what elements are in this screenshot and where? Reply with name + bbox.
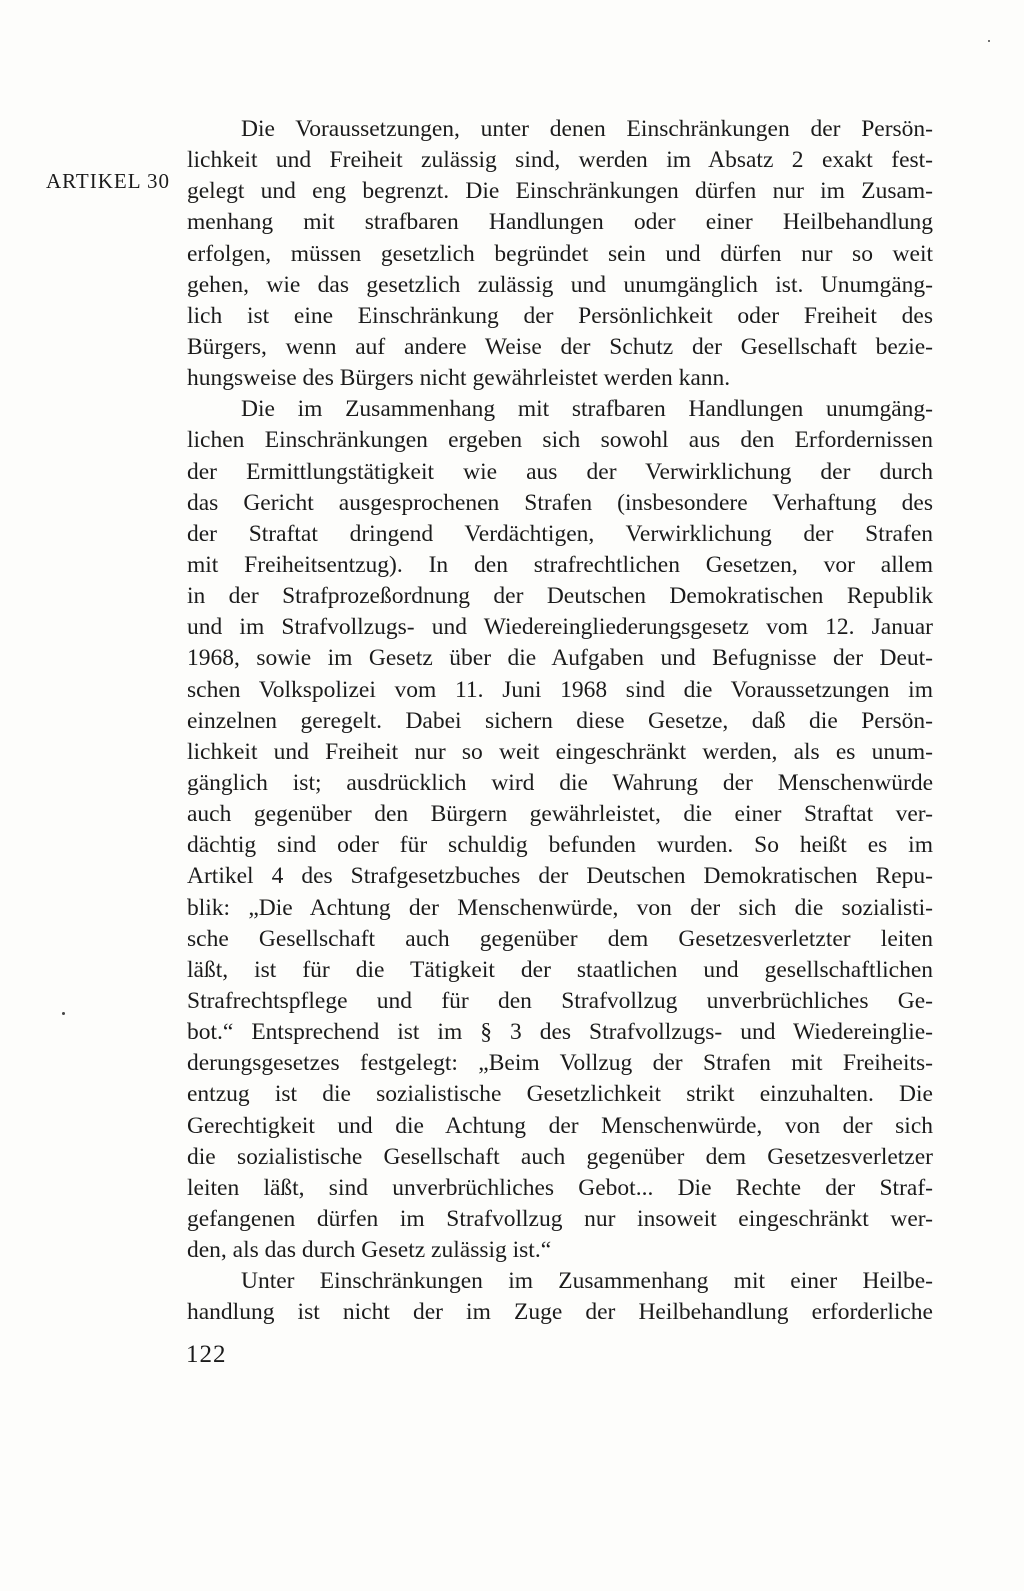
- text-line: hungsweise des Bürgers nicht gewährleistet werden kann.: [187, 365, 731, 392]
- text-line: in der Strafprozeßordnung der Deutschen Demokratischen Republik: [187, 583, 933, 610]
- text-line: schen Volkspolizei vom 11. Juni 1968 sind die Voraussetzungen im: [187, 676, 933, 703]
- text-line: erfolgen, müssen gesetzlich begründet sein und dürfen nur so weit: [187, 240, 933, 267]
- text-line: Die im Zusammenhang mit strafbaren Handlungen unumgäng-: [241, 396, 933, 423]
- text-line: lich ist eine Einschränkung der Persönlichkeit oder Freiheit des: [187, 302, 933, 329]
- body-text: [187, 114, 933, 1328]
- text-line: derungsgesetzes festgelegt: „Beim Vollzug der Strafen mit Freiheits-: [187, 1050, 933, 1077]
- text-line: dächtig sind oder für schuldig befunden wurden. So heißt es im: [187, 832, 933, 859]
- margin-note: ARTIKEL 30: [46, 169, 171, 193]
- text-line: auch gegenüber den Bürgern gewährleistet, die einer Straftat ver-: [187, 801, 933, 828]
- text-line: lichkeit und Freiheit nur so weit eingeschränkt werden, als es unum-: [187, 738, 933, 765]
- text-line: Unter Einschränkungen im Zusammenhang mit einer Heilbe-: [241, 1268, 933, 1295]
- text-line: und im Strafvollzugs- und Wiedereingliederungsgesetz vom 12. Januar: [187, 614, 933, 641]
- page-number: 122: [186, 1341, 227, 1368]
- text-line: gelegt und eng begrenzt. Die Einschränkungen dürfen nur im Zusam-: [187, 178, 933, 205]
- text-line: gehen, wie das gesetzlich zulässig und unumgänglich ist. Unumgäng-: [187, 271, 933, 298]
- text-line: blik: „Die Achtung der Menschenwürde, von der sich die sozialisti-: [187, 894, 933, 921]
- text-line: entzug ist die sozialistische Gesetzlichkeit strikt einzuhalten. Die: [187, 1081, 933, 1108]
- text-line: menhang mit strafbaren Handlungen oder einer Heilbehandlung: [187, 209, 933, 236]
- text-line: gänglich ist; ausdrücklich wird die Wahrung der Menschenwürde: [187, 769, 933, 796]
- paragraph-1: [187, 114, 933, 394]
- text-line: die sozialistische Gesellschaft auch gegenüber dem Gesetzesverletzer: [187, 1143, 933, 1170]
- text-line: sche Gesellschaft auch gegenüber dem Gesetzesverletzter leiten: [187, 925, 933, 952]
- text-line: Die Voraussetzungen, unter denen Einschränkungen der Persön-: [241, 116, 933, 142]
- text-line: gefangenen dürfen im Strafvollzug nur insoweit eingeschränkt wer-: [187, 1205, 933, 1232]
- text-line: Gerechtigkeit und die Achtung der Menschenwürde, von der sich: [187, 1112, 933, 1139]
- text-line: den, als das durch Gesetz zulässig ist.“: [187, 1237, 552, 1264]
- scan-speck: [62, 1012, 65, 1015]
- text-line: der Straftat dringend Verdächtigen, Verwirklichung der Strafen: [187, 520, 933, 547]
- text-line: 1968, sowie im Gesetz über die Aufgaben und Befugnisse der Deut-: [187, 645, 933, 672]
- text-line: das Gericht ausgesprochenen Strafen (insbesondere Verhaftung des: [187, 489, 933, 516]
- text-line: Artikel 4 des Strafgesetzbuches der Deutschen Demokratischen Repu-: [187, 863, 933, 890]
- text-line: einzelnen geregelt. Dabei sichern diese Gesetze, daß die Persön-: [187, 707, 933, 734]
- text-line: leiten läßt, sind unverbrüchliches Gebot... Die Rechte der Straf-: [187, 1174, 933, 1201]
- paragraph-3: [187, 1266, 933, 1328]
- text-line: der Ermittlungstätigkeit wie aus der Verwirklichung der durch: [187, 458, 933, 485]
- text-line: Strafrechtspflege und für den Strafvollzug unverbrüchliches Ge-: [187, 987, 933, 1014]
- paragraph-2: [187, 394, 933, 1266]
- text-line: mit Freiheitsentzug). In den strafrechtlichen Gesetzen, vor allem: [187, 551, 933, 578]
- text-line: bot.“ Entsprechend ist im § 3 des Strafvollzugs- und Wiedereinglie-: [187, 1019, 933, 1046]
- text-line: handlung ist nicht der im Zuge der Heilbehandlung erforderliche: [187, 1299, 933, 1326]
- scan-speck: [988, 40, 990, 42]
- text-line: Bürgers, wenn auf andere Weise der Schutz der Gesellschaft bezie-: [187, 333, 933, 360]
- text-line: lichen Einschränkungen ergeben sich sowohl aus den Erfordernissen: [187, 427, 933, 454]
- text-line: lichkeit und Freiheit zulässig sind, werden im Absatz 2 exakt fest-: [187, 147, 933, 174]
- text-line: läßt, ist für die Tätigkeit der staatlichen und gesellschaftlichen: [187, 956, 933, 983]
